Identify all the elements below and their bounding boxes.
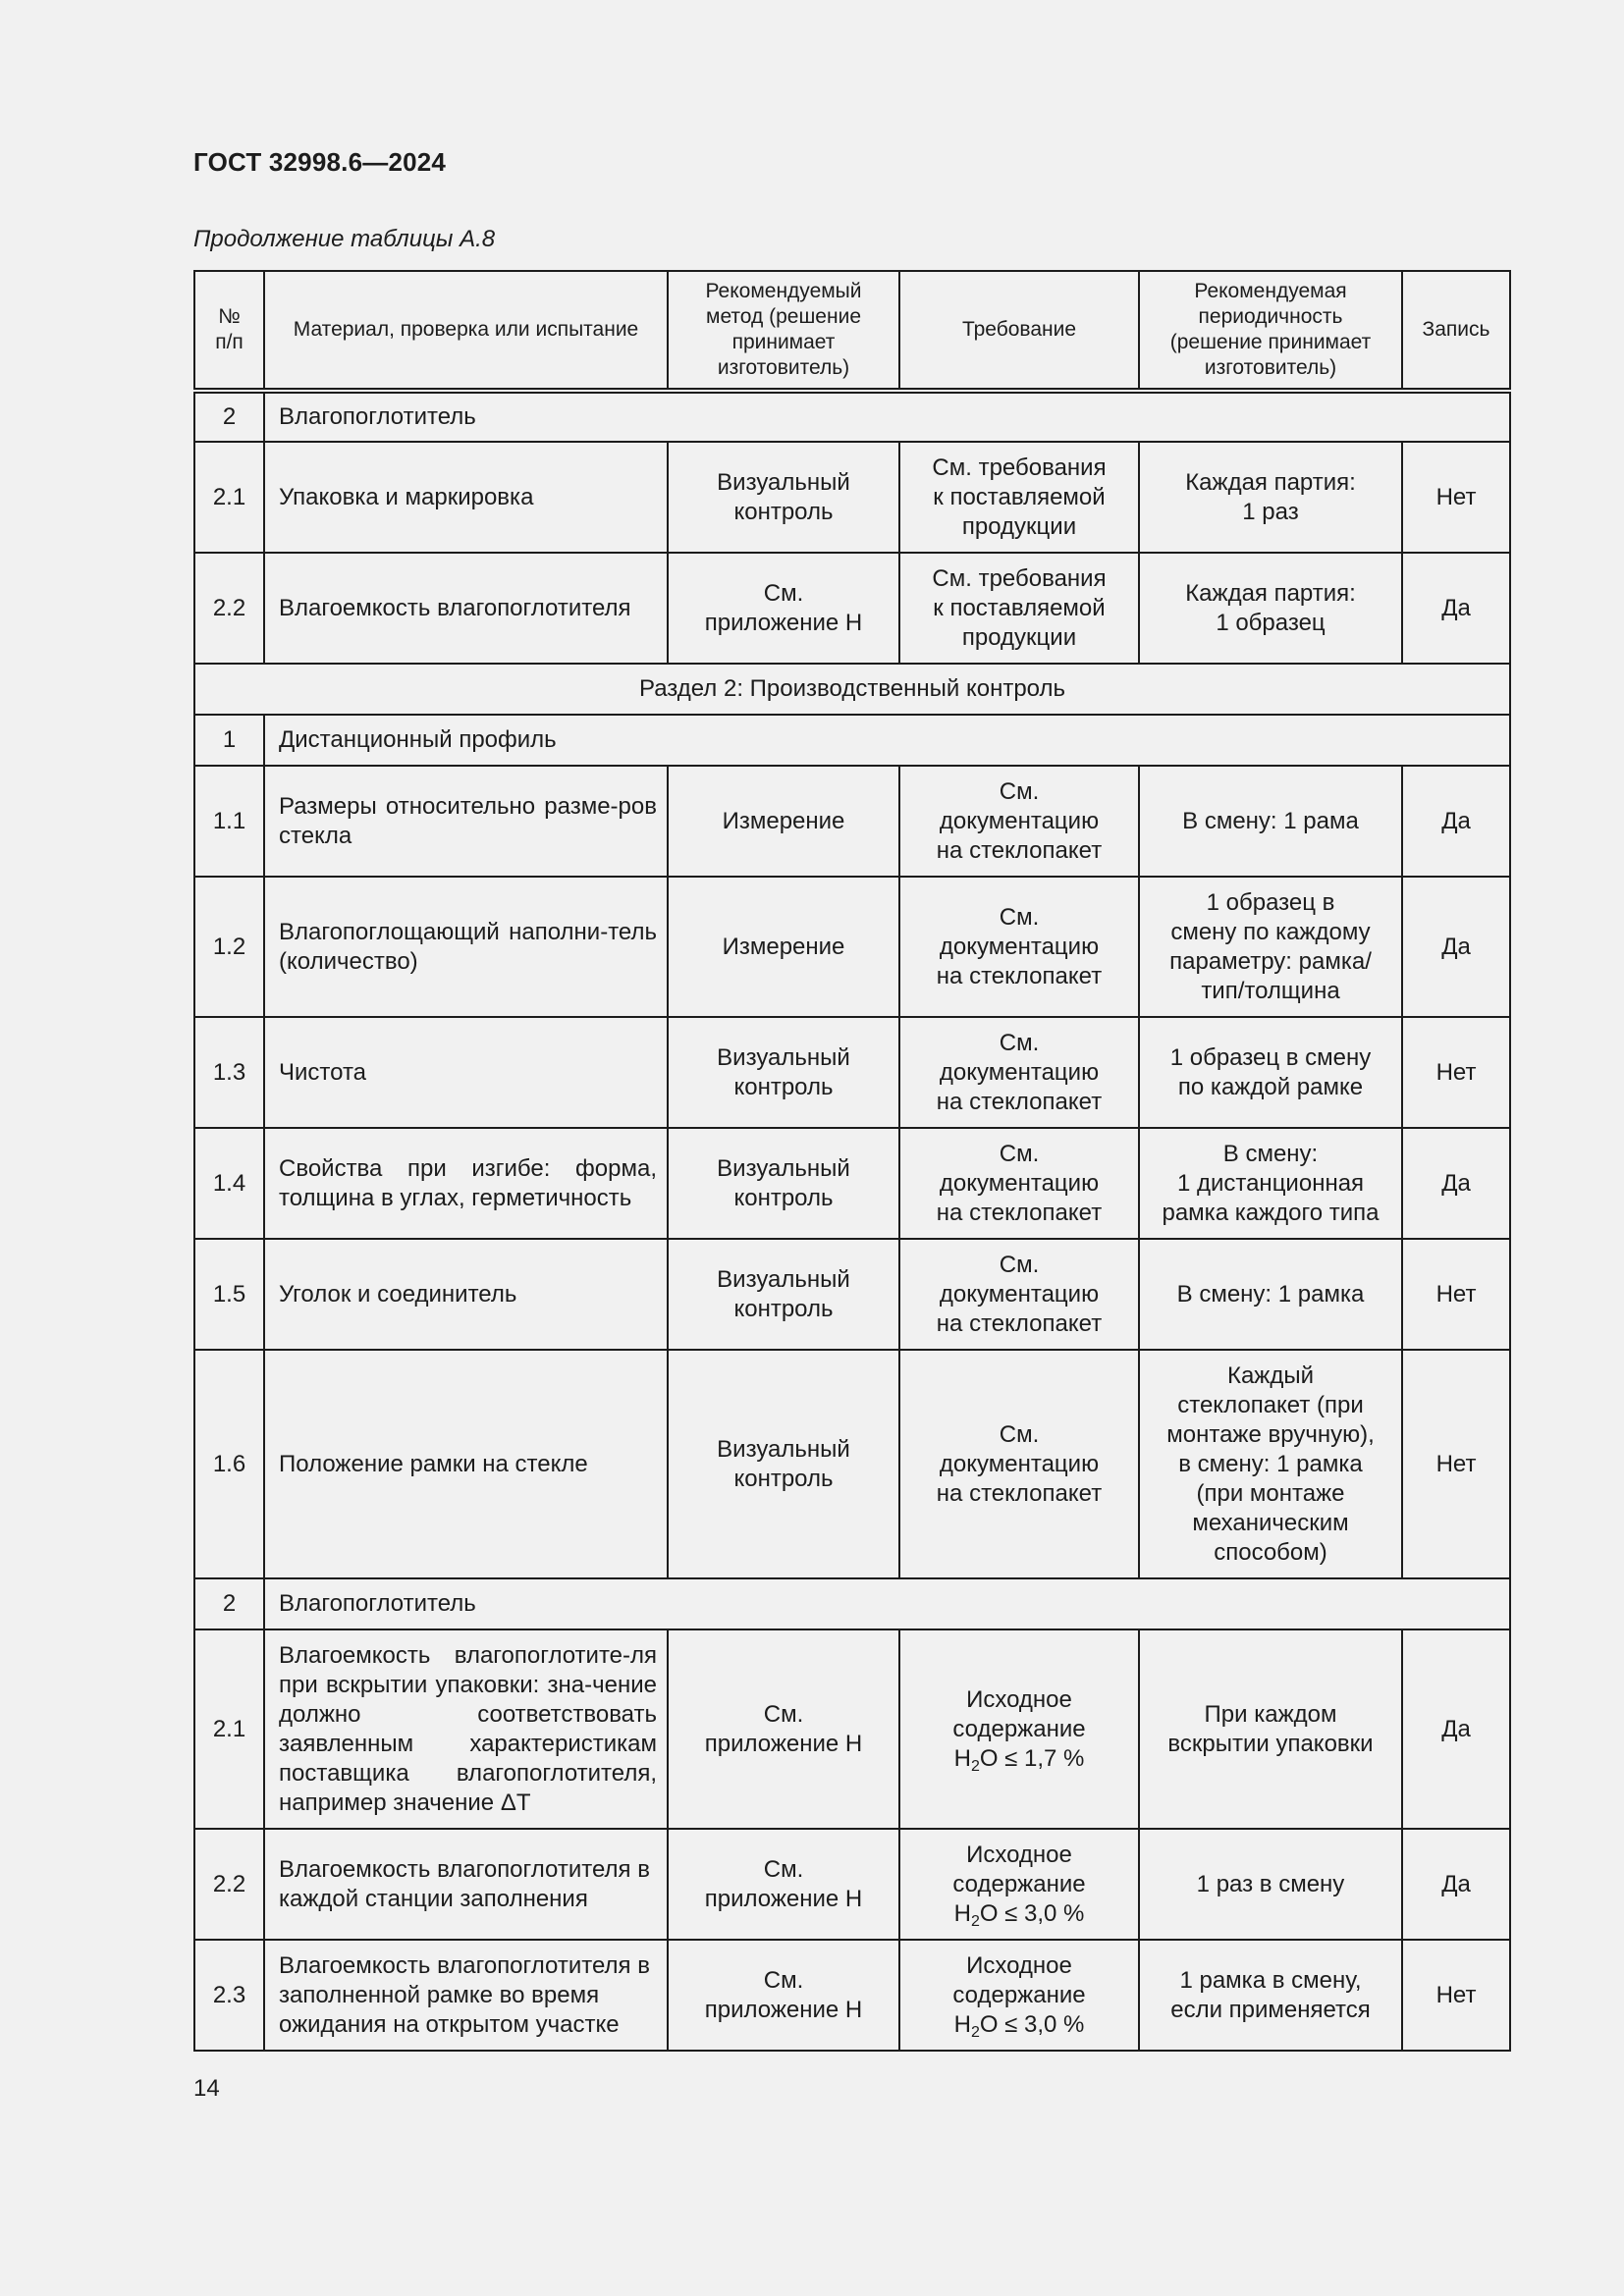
row-method: Визуальный контроль (668, 1128, 899, 1239)
row-method: См. приложение Н (668, 1940, 899, 2051)
group-title: Влагопоглотитель (264, 1578, 1510, 1629)
document-code: ГОСТ 32998.6—2024 (193, 147, 447, 177)
col-header-record: Запись (1402, 271, 1510, 391)
row-record: Да (1402, 1128, 1510, 1239)
table-row (194, 1017, 1510, 1128)
row-method: См. приложение Н (668, 553, 899, 664)
row-number: 1.1 (194, 766, 264, 877)
row-record: Нет (1402, 1940, 1510, 2051)
requirement-formula (910, 2010, 1128, 2040)
row-requirement: См. документацию на стеклопакет (899, 1350, 1139, 1578)
row-material: Размеры относительно разме-ров стекла (264, 766, 668, 877)
row-requirement: См. документацию на стеклопакет (899, 1128, 1139, 1239)
row-periodicity: Каждая партия: 1 раз (1139, 442, 1402, 553)
row-method: Визуальный контроль (668, 1350, 899, 1578)
row-record: Нет (1402, 1017, 1510, 1128)
formula-element: H (953, 2010, 971, 2038)
row-record: Да (1402, 766, 1510, 877)
row-periodicity: В смену: 1 дистанционная рамка каждого типа (1139, 1128, 1402, 1239)
row-method: Визуальный контроль (668, 1239, 899, 1350)
row-number: 2 (194, 391, 264, 442)
section-row (194, 664, 1510, 715)
row-number: 1.2 (194, 877, 264, 1017)
row-method: Визуальный контроль (668, 1017, 899, 1128)
requirement-line: содержание (952, 1870, 1086, 1897)
row-method: Измерение (668, 877, 899, 1017)
requirement-line: Исходное (966, 1951, 1072, 1979)
group-title: Влагопоглотитель (264, 391, 1510, 442)
row-periodicity: Каждая партия: 1 образец (1139, 553, 1402, 664)
row-requirement (899, 1629, 1139, 1829)
row-record: Нет (1402, 1239, 1510, 1350)
row-periodicity: В смену: 1 рамка (1139, 1239, 1402, 1350)
table-row (194, 553, 1510, 664)
row-method: Измерение (668, 766, 899, 877)
row-number: 2.2 (194, 1829, 264, 1940)
table-row (194, 391, 1510, 442)
table-row (194, 1350, 1510, 1578)
col-header-requirement: Требование (899, 271, 1139, 391)
page-number: 14 (193, 2075, 220, 2102)
row-requirement (899, 1829, 1139, 1940)
col-header-method: Рекомендуемый метод (решение принимает изготовитель) (668, 271, 899, 391)
row-number: 2.2 (194, 553, 264, 664)
table-row (194, 1239, 1510, 1350)
row-requirement: См. документацию на стеклопакет (899, 766, 1139, 877)
col-header-number: № п/п (194, 271, 264, 391)
table-row (194, 1940, 1510, 2051)
row-requirement: См. требования к поставляемой продукции (899, 442, 1139, 553)
row-record: Нет (1402, 1350, 1510, 1578)
row-periodicity: 1 раз в смену (1139, 1829, 1402, 1940)
row-material: Уголок и соединитель (264, 1239, 668, 1350)
formula-tail: O ≤ 3,0 % (979, 2010, 1085, 2038)
row-number: 2.3 (194, 1940, 264, 2051)
row-periodicity: Каждый стеклопакет (при монтаже вручную), в смену: 1 рамка (при монтаже механическим способом) (1139, 1350, 1402, 1578)
row-record: Нет (1402, 442, 1510, 553)
row-requirement: См. документацию на стеклопакет (899, 1239, 1139, 1350)
row-requirement: См. документацию на стеклопакет (899, 1017, 1139, 1128)
requirement-formula (910, 1899, 1128, 1929)
formula-tail: O ≤ 1,7 % (979, 1744, 1085, 1772)
formula-tail: O ≤ 3,0 % (979, 1899, 1085, 1927)
row-periodicity: 1 образец в смену по каждой рамке (1139, 1017, 1402, 1128)
row-number: 2.1 (194, 1629, 264, 1829)
row-requirement: См. требования к поставляемой продукции (899, 553, 1139, 664)
row-number: 1.4 (194, 1128, 264, 1239)
table-row (194, 1578, 1510, 1629)
row-periodicity: В смену: 1 рама (1139, 766, 1402, 877)
table-row (194, 442, 1510, 553)
row-number: 2.1 (194, 442, 264, 553)
row-periodicity: 1 рамка в смену, если применяется (1139, 1940, 1402, 2051)
row-periodicity: При каждом вскрытии упаковки (1139, 1629, 1402, 1829)
formula-subscript: 2 (970, 1757, 980, 1775)
requirements-table (193, 270, 1511, 2052)
row-record: Да (1402, 1629, 1510, 1829)
table-caption: Продолжение таблицы А.8 (193, 226, 496, 252)
row-number: 1 (194, 715, 264, 766)
section-title: Раздел 2: Производственный контроль (194, 664, 1510, 715)
row-material: Влагоемкость влагопоглотителя в заполненной рамке во время ожидания на открытом участке (264, 1940, 668, 2051)
row-material: Чистота (264, 1017, 668, 1128)
group-title: Дистанционный профиль (264, 715, 1510, 766)
col-header-material: Материал, проверка или испытание (264, 271, 668, 391)
row-record: Да (1402, 553, 1510, 664)
row-material: Упаковка и маркировка (264, 442, 668, 553)
row-record: Да (1402, 1829, 1510, 1940)
row-requirement (899, 1940, 1139, 2051)
row-material: Свойства при изгибе: форма, толщина в углах, герметичность (264, 1128, 668, 1239)
row-number: 1.6 (194, 1350, 264, 1578)
row-record: Да (1402, 877, 1510, 1017)
row-material: Влагоемкость влагопоглотителя (264, 553, 668, 664)
table-header-row (194, 271, 1510, 391)
table-row (194, 766, 1510, 877)
requirement-line: содержание (952, 1715, 1086, 1742)
row-method: Визуальный контроль (668, 442, 899, 553)
formula-subscript: 2 (970, 1912, 980, 1930)
row-material: Положение рамки на стекле (264, 1350, 668, 1578)
row-number: 1.3 (194, 1017, 264, 1128)
table-row (194, 1128, 1510, 1239)
table-row (194, 1629, 1510, 1829)
requirement-line: содержание (952, 1981, 1086, 2008)
row-method: См. приложение Н (668, 1829, 899, 1940)
row-material: Влагоемкость влагопоглотителя в каждой станции заполнения (264, 1829, 668, 1940)
requirement-formula (910, 1744, 1128, 1774)
formula-element: H (953, 1899, 971, 1927)
formula-element: H (953, 1744, 971, 1772)
formula-subscript: 2 (970, 2023, 980, 2041)
row-number: 1.5 (194, 1239, 264, 1350)
col-header-periodicity: Рекомендуемая периодичность (решение принимает изготовитель) (1139, 271, 1402, 391)
row-material: Влагоемкость влагопоглотите-ля при вскрытии упаковки: зна-чение должно соответствовать заявленным характеристикам поставщика влагопоглотителя, например значение ΔT (264, 1629, 668, 1829)
row-material: Влагопоглощающий наполни-тель (количество) (264, 877, 668, 1017)
table-row (194, 877, 1510, 1017)
row-requirement: См. документацию на стеклопакет (899, 877, 1139, 1017)
requirement-line: Исходное (966, 1841, 1072, 1868)
row-periodicity: 1 образец в смену по каждому параметру: рамка/ тип/толщина (1139, 877, 1402, 1017)
table-row (194, 1829, 1510, 1940)
row-method: См. приложение Н (668, 1629, 899, 1829)
table-row (194, 715, 1510, 766)
requirement-line: Исходное (966, 1685, 1072, 1713)
row-number: 2 (194, 1578, 264, 1629)
